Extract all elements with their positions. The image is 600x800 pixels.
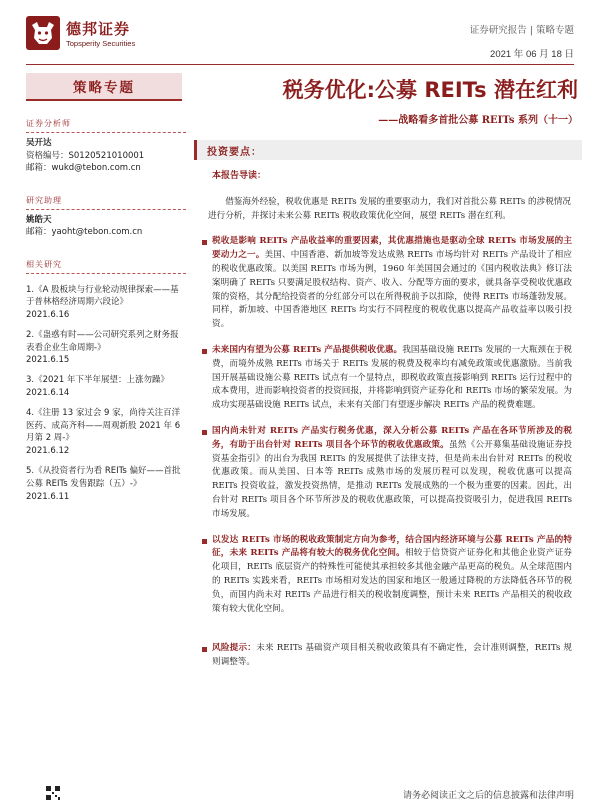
related-item-date: 2021.6.15 — [26, 355, 70, 366]
assistant-name: 姚皓天 — [26, 214, 52, 225]
risk-lead: 风险提示： — [212, 643, 257, 654]
bullet-body: 美国、中国香港、新加坡等发达成熟 REITs 市场均针对 REITs 产品设计了相应的税收优惠政策。以美国 REITs 市场为例，1960 年美国国会通过的《国内税收法典》修订法案明确了 REITs 只要满足股权结构、资产、收入、分配等方面的要求，就具备享受税收优惠政策的资格，其分配给投资者的分红部分可以在所得税前予以扣除，使得 REITs 市场蓬勃发展。同样，新加坡、中国香港地区 REITs 均实行不同程度的税收优惠以提高产品收益率以吸引投资。 — [212, 250, 572, 330]
report-type-label: 策略专题 — [73, 80, 135, 96]
bullet-square-icon — [202, 349, 207, 354]
main-content — [200, 170, 572, 682]
related-item[interactable] — [26, 407, 186, 458]
risk-warning — [200, 642, 572, 670]
bullet-lead: 以发达 REITs 市场的税收政策制定方向为参考，结合国内经济环境与公募 REITs 产品的特征，未来 REITs 产品将有较大的税务优化空间。 — [212, 534, 572, 559]
bullet-body: 我国基础设施 REITs 发展的一大瓶颈在于税费，而境外成熟 REITs 市场关于 REITs 发展的税费及税率均有减免政策或优惠激励。当前我国开展基础设施公募 REITs 试点有一个显特点，即税收政策直接影响到 REITs 运行过程中的成本费用，进而影响投资者的投资回报，并将影响到资产证券化和 REITs 市场的繁荣发展。为成功实现基础设施 REITs 试点，未来有关部门有望逐步解决 REITs 产品的税费难题。 — [212, 344, 573, 411]
key-points-heading: 投资要点： — [207, 146, 262, 158]
footer-disclaimer: 请务必阅读正文之后的信息披露和法律声明 — [402, 791, 574, 800]
report-title: 税务优化:公募 REITs 潜在红利 — [282, 78, 578, 102]
bullet-body: 虽然《公开募集基础设施证券投资基金指引》的出台为我国 REITs 的发展提供了法律支持，但是尚未出台针对 REITs 的税收优惠政策。而从美国、日本等 REITs 成熟市场的发展历程可以发现，税收优惠可以提高 REITs 投资收益，激发投资热情，是推动 REITs 发展成熟的一个极为重要的因素。因此，出台针对 REITs 项目各个环节所涉及的税收优惠政策，可以提高投资吸引力，促进我国 REITs 市场发展。 — [212, 439, 572, 519]
key-point-bullet — [200, 425, 572, 522]
brand-logo — [26, 16, 166, 54]
related-item-title: 1.《A 股板块与行业轮动规律探索——基于普林格经济周期六段论》 — [26, 284, 179, 308]
bullet-square-icon — [202, 539, 207, 544]
bullet-square-icon — [202, 430, 207, 435]
report-date: 2021 年 06 月 18 日 — [490, 49, 574, 60]
report-subtitle: ——战略看多首批公募 REITs 系列（十一） — [378, 115, 578, 126]
risk-body: 未来 REITs 基础资产项目相关税收政策具有不确定性，会计准则调整，REITs 规则调整等。 — [212, 643, 572, 668]
guide-heading: 本报告导读： — [212, 171, 267, 181]
key-points-bar — [194, 140, 582, 160]
key-point-bullet — [200, 534, 572, 617]
related-item-date: 2021.6.16 — [26, 310, 70, 321]
brand-name-cn: 德邦证券 — [66, 20, 131, 38]
brand-name-en: Topsperity Securities — [66, 39, 136, 48]
key-point-bullet — [200, 235, 572, 332]
related-item-date: 2021.6.14 — [26, 388, 70, 399]
qr-code-icon — [46, 786, 60, 800]
header-divider — [26, 64, 574, 65]
related-item-title: 4.《注册 13 家过会 9 家，尚待关注百洋医药、成高齐科——周观新股 2021 年 6 月第 2 周-》 — [26, 407, 181, 444]
related-item[interactable] — [26, 284, 186, 322]
report-type-tag — [26, 73, 182, 101]
assistant-email: 邮箱：yaoht@tebon.com.cn — [26, 227, 143, 237]
analyst-section-heading: 证券分析师 — [26, 118, 186, 133]
related-item[interactable] — [26, 329, 186, 367]
analyst-name: 吴开达 — [26, 138, 52, 148]
bullet-square-icon — [202, 647, 207, 652]
bullet-body: 相较于信贷资产证券化和其他企业资产证券化项目，REITs 底层资产的特殊性可能使其承担较多其他金融产品更高的税负。从全球范围内的 REITs 实践来看，REITs 市场相对发达的国家和地区一般通过降税的方法降低各环节的税负，而国内尚未对 REITs 产品进行相关的税收制度调整，预计未来 REITs 产品相关的税收政策有较大优化空间。 — [212, 548, 572, 614]
bull-logo-icon — [26, 16, 60, 50]
related-section-heading: 相关研究 — [26, 259, 186, 274]
related-item-date: 2021.6.11 — [26, 491, 70, 502]
related-item[interactable] — [26, 374, 186, 400]
intro-paragraph: 借鉴海外经验，税收优惠是 REITs 发展的重要驱动力，我们对首批公募 REITs 的涉税情况进行分析，并探讨未来公募 REITs 税收政策优化空间，展望 REITs 潜在红利。 — [208, 196, 572, 221]
bullet-lead: 未来国内有望为公募 REITs 产品提供税收优惠。 — [212, 344, 403, 355]
key-point-bullet — [200, 344, 572, 413]
bullet-lead: 国内尚未针对 REITs 产品实行税务优惠，深入分析公募 REITs 产品在各环节所涉及的税务，有助于出台针对 REITs 项目各个环节的税收优惠政策。 — [212, 425, 572, 450]
analyst-email: 邮箱：wukd@tebon.com.cn — [26, 163, 141, 173]
related-item-title: 5.《从投资者行为看 REITs 偏好——首批公募 REITs 发售跟踪（五）-》 — [26, 466, 181, 489]
assistant-section-heading: 研究助理 — [26, 195, 186, 210]
related-item-title: 2.《蛊惑有时——公司研究系列之财务报表看企业生命周期-》 — [26, 329, 179, 353]
related-item-date: 2021.6.12 — [26, 446, 70, 457]
related-item-title: 3.《2021 年下半年展望：上涨勿躁》 — [26, 375, 169, 386]
related-item[interactable] — [26, 465, 186, 503]
report-category: 证券研究报告 | 策略专题 — [469, 25, 574, 36]
analyst-license: 资格编号：S0120521010001 — [26, 150, 145, 161]
bullet-square-icon — [202, 240, 207, 245]
bullet-lead: 税收是影响 REITs 产品收益率的重要因素，其优惠措施也是驱动全球 REITs 市场发展的主要动力之一。 — [212, 236, 572, 261]
left-sidebar — [26, 118, 186, 510]
